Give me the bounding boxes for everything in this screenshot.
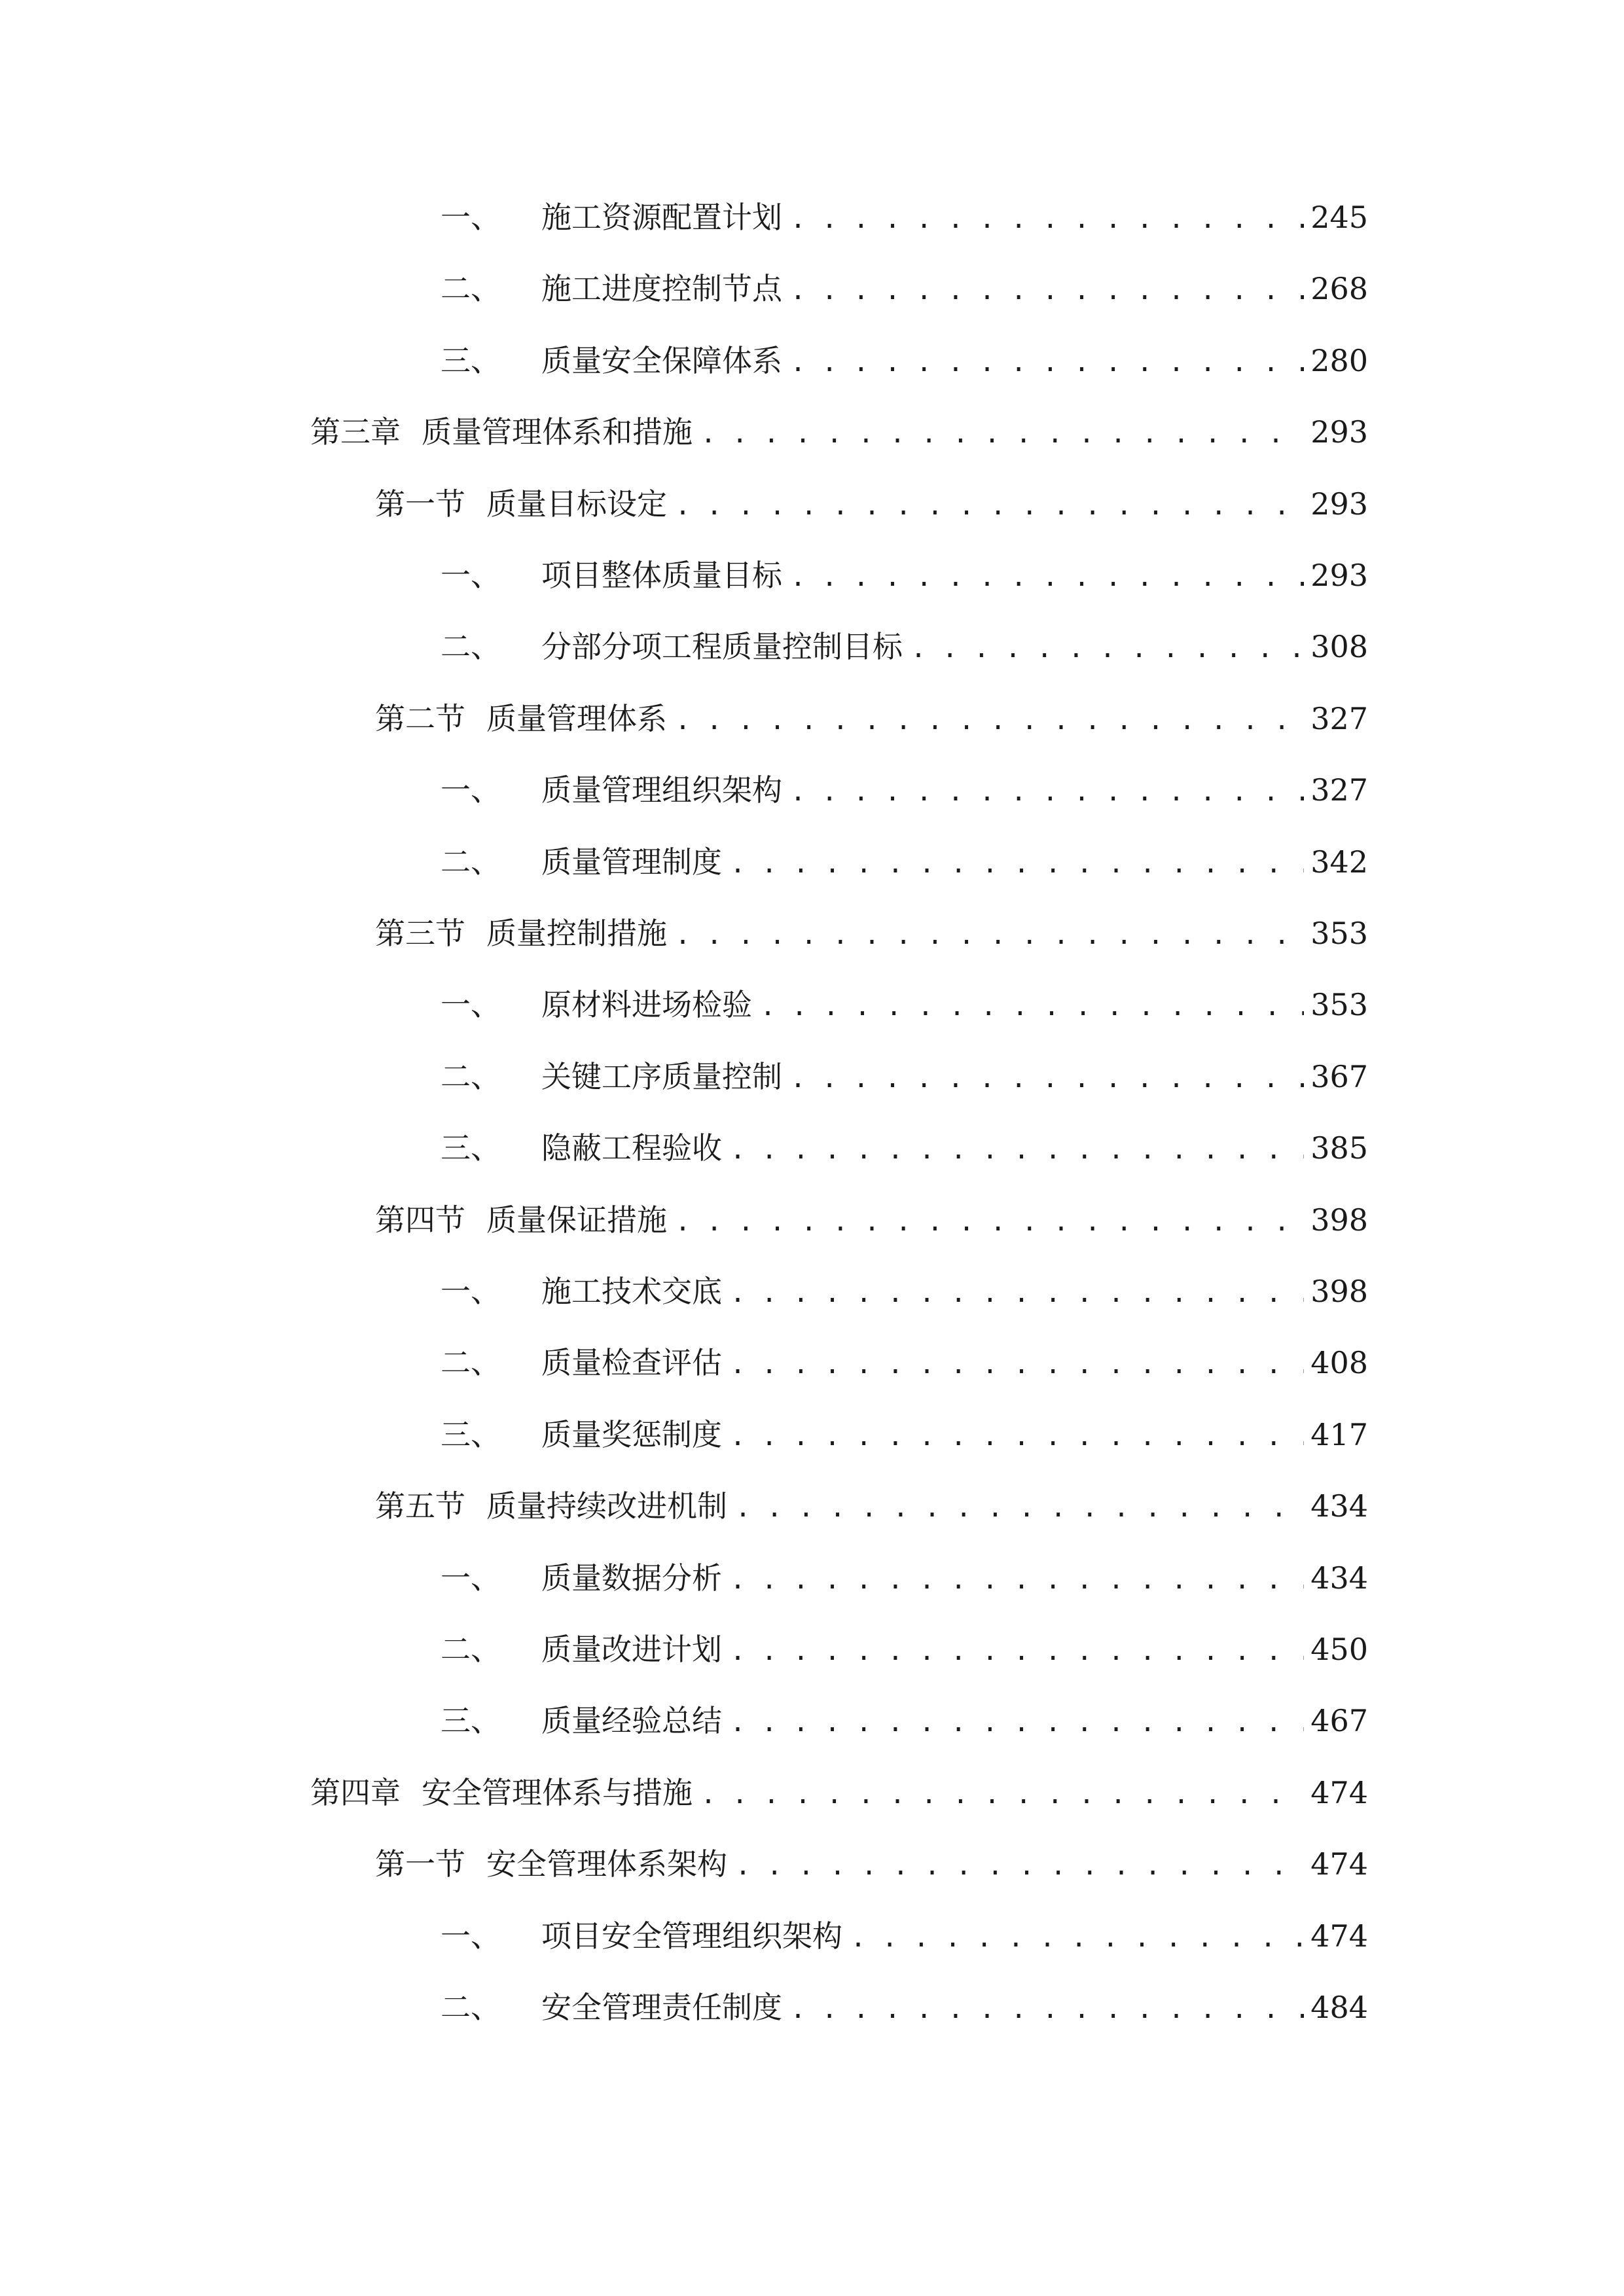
toc-page-number: 467 [1310, 1703, 1368, 1738]
toc-dot-leader [790, 200, 1304, 239]
toc-entry-item[interactable] [441, 1630, 1368, 1669]
toc-entry-number: 三、 [441, 1703, 501, 1738]
toc-dot-leader [790, 1990, 1304, 2029]
toc-dot-leader [735, 1488, 1304, 1528]
toc-entry-number: 二、 [441, 1632, 501, 1667]
toc-dot-leader [730, 1130, 1304, 1170]
toc-entry-item[interactable] [441, 556, 1368, 595]
toc-entry-number: 一、 [441, 1274, 501, 1309]
toc-entry-title: 安全管理体系与措施 [422, 1775, 693, 1810]
toc-entry-title: 施工进度控制节点 [541, 271, 782, 306]
toc-page-number: 293 [1310, 558, 1368, 593]
toc-dot-leader [790, 558, 1304, 597]
toc-page-number: 342 [1310, 844, 1368, 880]
toc-entry-number: 第一节 [375, 1846, 465, 1882]
toc-entry-number: 二、 [441, 1345, 501, 1380]
toc-entry-item[interactable] [441, 1128, 1368, 1168]
toc-dot-leader [760, 987, 1304, 1026]
toc-entry-text [441, 198, 782, 237]
toc-entry-text [441, 1916, 842, 1956]
toc-entry-title: 安全管理体系架构 [486, 1846, 727, 1882]
toc-entry-text [375, 1844, 727, 1884]
toc-entry-number: 二、 [441, 844, 501, 880]
toc-entry-title: 质量管理制度 [541, 844, 722, 880]
toc-dot-leader [675, 701, 1304, 740]
toc-dot-leader [700, 414, 1304, 454]
toc-entry-item[interactable] [441, 627, 1368, 666]
toc-dot-leader [790, 343, 1304, 382]
toc-entry-text [441, 1558, 722, 1598]
toc-entry-title: 质量检查评估 [541, 1345, 722, 1380]
toc-entry-number: 第四章 [310, 1775, 401, 1810]
toc-page-number: 308 [1310, 629, 1368, 664]
toc-entry-title: 隐蔽工程验收 [541, 1130, 722, 1166]
toc-entry-item[interactable] [441, 1701, 1368, 1740]
toc-page-number: 398 [1310, 1202, 1368, 1238]
toc-entry-item[interactable] [441, 1916, 1368, 1956]
toc-dot-leader [790, 772, 1304, 812]
toc-entry-number: 一、 [441, 558, 501, 593]
toc-entry-text [441, 1988, 782, 2027]
toc-dot-leader [735, 1846, 1304, 1886]
toc-entry-number: 三、 [441, 1417, 501, 1452]
toc-entry-section[interactable] [375, 699, 1368, 738]
toc-dot-leader [675, 1202, 1304, 1242]
toc-entry-title: 原材料进场检验 [541, 987, 752, 1022]
toc-entry-item[interactable] [441, 269, 1368, 308]
toc-entry-text [441, 627, 903, 666]
toc-entry-item[interactable] [441, 341, 1368, 380]
toc-entry-text [441, 1415, 722, 1454]
toc-dot-leader [790, 1059, 1304, 1098]
toc-entry-text [441, 842, 722, 882]
toc-page-number: 417 [1310, 1417, 1368, 1452]
toc-entry-number: 第三章 [310, 414, 401, 450]
toc-entry-text [441, 556, 782, 595]
toc-page-number: 367 [1310, 1059, 1368, 1094]
toc-entry-title: 质量管理组织架构 [541, 772, 782, 808]
toc-page-number: 450 [1310, 1632, 1368, 1667]
toc-entry-number: 第二节 [375, 701, 465, 736]
toc-entry-section[interactable] [375, 1200, 1368, 1240]
toc-dot-leader [850, 1918, 1304, 1958]
toc-entry-number: 二、 [441, 629, 501, 664]
toc-entry-text [441, 1057, 782, 1096]
toc-entry-item[interactable] [441, 770, 1368, 810]
toc-dot-leader [675, 916, 1304, 955]
toc-page-number: 353 [1310, 987, 1368, 1022]
toc-entry-title: 质量管理体系 [486, 701, 667, 736]
toc-page-number: 245 [1310, 200, 1368, 235]
toc-entry-title: 施工技术交底 [541, 1274, 722, 1309]
toc-entry-text [441, 1128, 722, 1168]
toc-entry-text [441, 985, 752, 1024]
toc-entry-number: 三、 [441, 1130, 501, 1166]
toc-entry-item[interactable] [441, 1415, 1368, 1454]
toc-entry-chapter[interactable] [310, 412, 1368, 452]
toc-entry-text [441, 1343, 722, 1382]
toc-dot-leader [730, 1560, 1304, 1600]
toc-entry-number: 一、 [441, 772, 501, 808]
toc-page-number: 353 [1310, 916, 1368, 951]
toc-entry-title: 项目整体质量目标 [541, 558, 782, 593]
toc-entry-title: 质量改进计划 [541, 1632, 722, 1667]
toc-entry-number: 第五节 [375, 1488, 465, 1524]
toc-page-number: 293 [1310, 486, 1368, 522]
toc-entry-title: 质量控制措施 [486, 916, 667, 951]
toc-entry-section[interactable] [375, 484, 1368, 524]
toc-entry-text [441, 1630, 722, 1669]
toc-entry-text [375, 1200, 667, 1240]
toc-dot-leader [730, 1274, 1304, 1313]
toc-entry-text [441, 341, 782, 380]
toc-entry-text [375, 484, 667, 524]
toc-entry-title: 质量安全保障体系 [541, 343, 782, 378]
toc-page-number: 474 [1310, 1846, 1368, 1882]
toc-entry-text [310, 1773, 693, 1812]
toc-entry-text [441, 269, 782, 308]
toc-entry-number: 二、 [441, 271, 501, 306]
toc-page-number: 268 [1310, 271, 1368, 306]
toc-page-number: 385 [1310, 1130, 1368, 1166]
toc-dot-leader [730, 844, 1304, 884]
toc-entry-section[interactable] [375, 1844, 1368, 1884]
toc-entry-number: 二、 [441, 1990, 501, 2025]
toc-dot-leader [700, 1775, 1304, 1814]
toc-entry-title: 质量保证措施 [486, 1202, 667, 1238]
toc-entry-title: 安全管理责任制度 [541, 1990, 782, 2025]
toc-entry-number: 一、 [441, 200, 501, 235]
toc-entry-number: 一、 [441, 1918, 501, 1954]
toc-page-number: 474 [1310, 1918, 1368, 1954]
toc-page-number: 434 [1310, 1560, 1368, 1596]
toc-dot-leader [730, 1417, 1304, 1456]
toc-entry-text [441, 1701, 722, 1740]
toc-entry-title: 质量经验总结 [541, 1703, 722, 1738]
toc-entry-item[interactable] [441, 985, 1368, 1024]
toc-entry-number: 第三节 [375, 916, 465, 951]
toc-entry-item[interactable] [441, 1343, 1368, 1382]
toc-page-number: 434 [1310, 1488, 1368, 1524]
toc-entry-text [375, 1486, 727, 1526]
toc-dot-leader [730, 1703, 1304, 1742]
toc-entry-item[interactable] [441, 1988, 1368, 2027]
toc-entry-section[interactable] [375, 1486, 1368, 1526]
toc-entry-title: 关键工序质量控制 [541, 1059, 782, 1094]
toc-entry-text [375, 699, 667, 738]
toc-entry-number: 第一节 [375, 486, 465, 522]
toc-entry-text [375, 914, 667, 953]
toc-entry-title: 项目安全管理组织架构 [541, 1918, 842, 1954]
toc-entry-number: 三、 [441, 343, 501, 378]
toc-entry-title: 质量数据分析 [541, 1560, 722, 1596]
toc-entry-title: 质量管理体系和措施 [422, 414, 693, 450]
toc-dot-leader [911, 629, 1304, 668]
toc-page-number: 293 [1310, 414, 1368, 450]
toc-dot-leader [790, 271, 1304, 310]
toc-dot-leader [730, 1632, 1304, 1671]
toc-page-number: 398 [1310, 1274, 1368, 1309]
toc-page-number: 484 [1310, 1990, 1368, 2025]
toc-entry-text [441, 1272, 722, 1311]
toc-entry-title: 分部分项工程质量控制目标 [541, 629, 903, 664]
toc-entry-item[interactable] [441, 1057, 1368, 1096]
toc-entry-item[interactable] [441, 1272, 1368, 1311]
toc-entry-item[interactable] [441, 1558, 1368, 1598]
toc-page-number: 408 [1310, 1345, 1368, 1380]
toc-entry-title: 质量奖惩制度 [541, 1417, 722, 1452]
toc-page-number: 327 [1310, 701, 1368, 736]
toc-entry-chapter[interactable] [310, 1773, 1368, 1812]
toc-entry-text [310, 412, 693, 452]
toc-entry-number: 第四节 [375, 1202, 465, 1238]
toc-entry-number: 二、 [441, 1059, 501, 1094]
toc-entry-title: 质量目标设定 [486, 486, 667, 522]
toc-entry-title: 施工资源配置计划 [541, 200, 782, 235]
toc-page-number: 474 [1310, 1775, 1368, 1810]
toc-entry-item[interactable] [441, 842, 1368, 882]
toc-entry-title: 质量持续改进机制 [486, 1488, 727, 1524]
toc-entry-number: 一、 [441, 1560, 501, 1596]
toc-dot-leader [675, 486, 1304, 526]
toc-entry-text [441, 770, 782, 810]
toc-page-number: 327 [1310, 772, 1368, 808]
toc-entry-section[interactable] [375, 914, 1368, 953]
toc-dot-leader [730, 1345, 1304, 1384]
toc-page-number: 280 [1310, 343, 1368, 378]
toc-entry-number: 一、 [441, 987, 501, 1022]
toc-entry-item[interactable] [441, 198, 1368, 237]
